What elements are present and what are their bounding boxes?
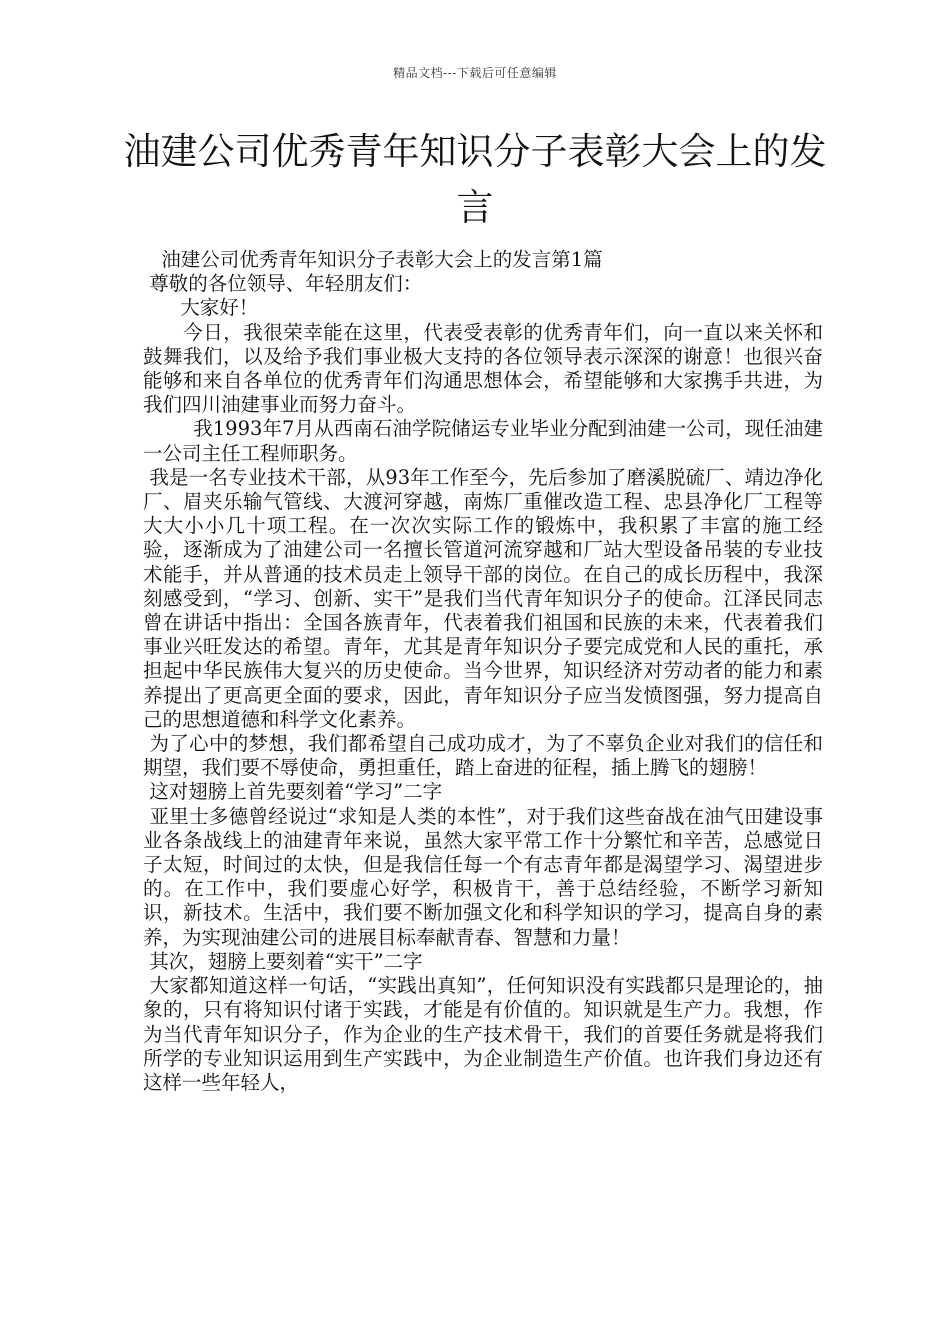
document-body: [143, 248, 823, 1095]
paragraph-subtitle: 油建公司优秀青年知识分子表彰大会上的发言第1篇: [155, 248, 603, 271]
paragraph-greeting: 大家好！: [143, 296, 259, 320]
paragraph: 我是一名专业技术干部，从93年工作至今，先后参加了磨溪脱硫厂、靖边净化厂、眉夹乐输气管线、大渡河穿越，南炼厂重催改造工程、忠县净化厂工程等大大小小几十项工程。在一次次实际工作的锻炼中，我积累了丰富的施工经验，逐渐成为了油建公司一名擅长管道河流穿越和厂站大型设备吊装的专业技术能手，并从普通的技术员走上领导干部的岗位。在自己的成长历程中，我深刻感受到，“学习、创新、实干”是我们当代青年知识分子的使命。江泽民同志曾在讲话中指出：全国各族青年，代表着我们祖国和民族的未来，代表着我们事业兴旺发达的希望。青年，尤其是青年知识分子要完成党和人民的重托，承担起中华民族伟大复兴的历史使命。当今世界，知识经济对劳动者的能力和素养提出了更高更全面的要求，因此，青年知识分子应当发愤图强，努力提高自己的思想道德和科学文化素养。: [143, 465, 823, 731]
section-heading-study: 这对翅膀上首先要刻着“学习”二字: [143, 780, 443, 804]
paragraph: 今日，我很荣幸能在这里，代表受表彰的优秀青年们，向一直以来关怀和鼓舞我们，以及给予我们事业极大支持的各位领导表示深深的谢意！也很兴奋能够和来自各单位的优秀青年们沟通思想体会，希望能够和大家携手共进，为我们四川油建事业而努力奋斗。: [143, 320, 823, 417]
paragraph: 亚里士多德曾经说过“求知是人类的本性”，对于我们这些奋战在油气田建设事业各条战线上的油建青年来说，虽然大家平常工作十分繁忙和辛苦，总感觉日子太短，时间过的太快，但是我信任每一个有志青年都是渴望学习、渴望进步的。在工作中，我们要虚心好学，积极肯干，善于总结经验，不断学习新知识，新技术。生活中，我们要不断加强文化和科学知识的学习，提高自身的素养，为实现油建公司的进展目标奉献青春、智慧和力量！: [143, 804, 823, 949]
document-title: 油建公司优秀青年知识分子表彰大会上的发言: [123, 130, 827, 229]
paragraph: 我1993年7月从西南石油学院储运专业毕业分配到油建一公司，现任油建一公司主任工程师职务。: [143, 417, 823, 465]
paragraph: 大家都知道这样一句话，“实践出真知”，任何知识没有实践都只是理论的，抽象的，只有将知识付诸于实践，才能是有价值的。知识就是生产力。我想，作为当代青年知识分子，作为企业的生产技术骨干，我们的首要任务就是将我们所学的专业知识运用到生产实践中，为企业制造生产价值。也许我们身边还有这样一些年轻人，: [143, 974, 823, 1094]
paragraph: 为了心中的梦想，我们都希望自己成功成才，为了不辜负企业对我们的信任和期望，我们要不辱使命，勇担重任，踏上奋进的征程，插上腾飞的翅膀！: [143, 732, 823, 780]
paragraph-salutation: 尊敬的各位领导、年轻朋友们：: [143, 272, 423, 296]
section-heading-practice: 其次，翅膀上要刻着“实干”二字: [143, 949, 423, 973]
header-note: 精品文档---下载后可任意编辑: [393, 66, 557, 80]
